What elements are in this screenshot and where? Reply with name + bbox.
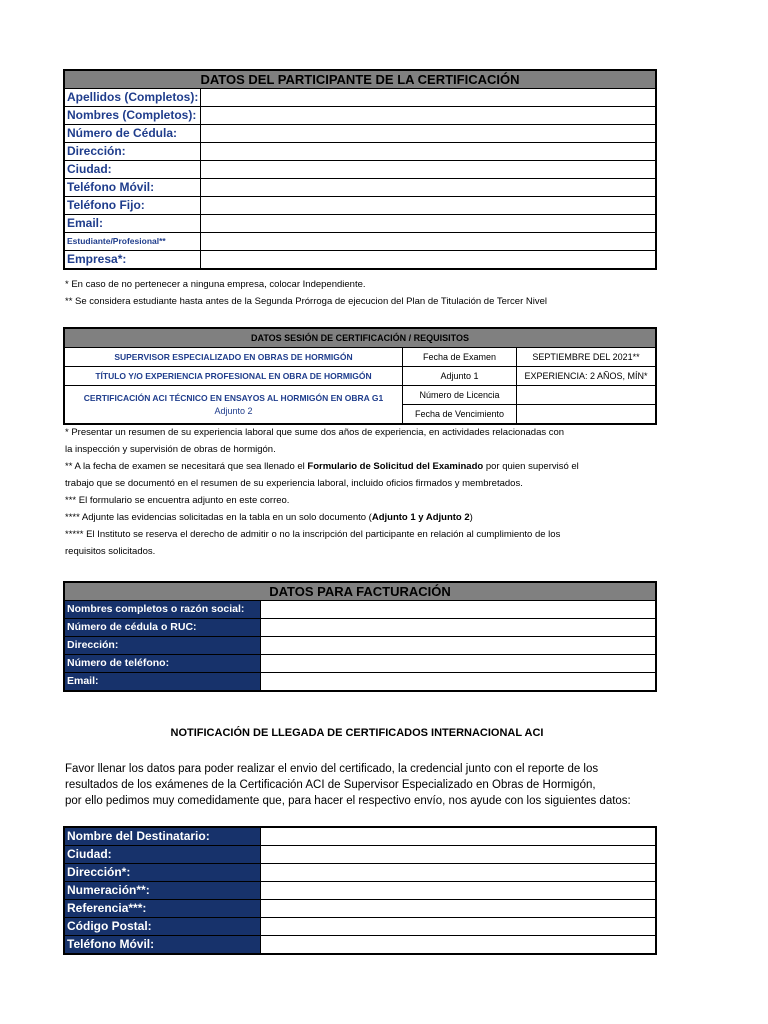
billing-table	[63, 581, 657, 692]
field-label: Apellidos (Completos):	[64, 89, 201, 107]
billing-email-input[interactable]	[261, 673, 657, 692]
field-label: Empresa*:	[64, 251, 201, 270]
postal-code-input[interactable]	[261, 918, 657, 936]
nombres-input[interactable]	[201, 107, 656, 125]
field-label: Nombres (Completos):	[64, 107, 201, 125]
billing-label: Nombres completos o razón social:	[64, 601, 261, 619]
shipping-label: Ciudad:	[64, 846, 261, 864]
ciudad-input[interactable]	[201, 161, 656, 179]
session-note: *** El formulario se encuentra adjunto en este correo.	[65, 495, 290, 506]
session-note: ***** El Instituto se reserva el derecho de admitir o no la inscripción del participante en relación al cumplimiento de los	[65, 529, 561, 540]
shipping-label: Código Postal:	[64, 918, 261, 936]
expiry-date-input[interactable]	[517, 405, 657, 425]
billing-label: Número de teléfono:	[64, 655, 261, 673]
requirement-3	[64, 386, 403, 425]
session-note-part: por quien supervisó el	[483, 461, 579, 472]
session-note-part: **** Adjunte las evidencias solicitadas en la tabla en un solo documento (	[65, 512, 372, 523]
shipping-city-input[interactable]	[261, 846, 657, 864]
shipping-label: Referencia***:	[64, 900, 261, 918]
shipping-label: Teléfono Móvil:	[64, 936, 261, 955]
session-note-part: ** A la fecha de examen se necesitará que sea llenado el	[65, 461, 308, 472]
license-number-input[interactable]	[517, 386, 657, 405]
attachments-emphasis: Adjunto 1 y Adjunto 2	[371, 512, 470, 523]
session-note-part: )	[469, 512, 473, 523]
experience-value: EXPERIENCIA: 2 AÑOS, MÍN*	[517, 367, 657, 386]
cedula-input[interactable]	[201, 125, 656, 143]
shipping-label: Dirección*:	[64, 864, 261, 882]
shipping-mobile-input[interactable]	[261, 936, 657, 955]
requirement-1: SUPERVISOR ESPECIALIZADO EN OBRAS DE HORMIGÓN	[64, 348, 403, 367]
participant-note-2: ** Se considera estudiante hasta antes de la Segunda Prórroga de ejecucion del Plan de Titulación de Tercer Nivel	[65, 296, 547, 307]
license-number-label: Número de Licencia	[403, 386, 517, 405]
session-table	[63, 327, 657, 425]
telefono-fijo-input[interactable]	[201, 197, 656, 215]
field-label: Dirección:	[64, 143, 201, 161]
participant-table	[63, 69, 657, 270]
empresa-input[interactable]	[201, 251, 656, 270]
session-note	[65, 509, 579, 526]
session-note: requisitos solicitados.	[65, 546, 156, 557]
shipping-table	[63, 826, 657, 955]
billing-label: Número de cédula o RUC:	[64, 619, 261, 637]
shipping-label: Numeración**:	[64, 882, 261, 900]
field-label: Número de Cédula:	[64, 125, 201, 143]
apellidos-input[interactable]	[201, 89, 656, 107]
session-note: la inspección y supervisión de obras de hormigón.	[65, 444, 276, 455]
shipping-reference-input[interactable]	[261, 900, 657, 918]
email-input[interactable]	[201, 215, 656, 233]
billing-label: Dirección:	[64, 637, 261, 655]
shipping-label: Nombre del Destinatario:	[64, 827, 261, 846]
session-note: * Presentar un resumen de su experiencia laboral que sume dos años de experiencia, en actividades relacionadas con	[65, 427, 565, 438]
billing-label: Email:	[64, 673, 261, 692]
form-name-emphasis: Formulario de Solicitud del Examinado	[307, 461, 484, 472]
participant-title: DATOS DEL PARTICIPANTE DE LA CERTIFICACIÓN	[64, 70, 656, 89]
notification-line: resultados de los exámenes de la Certificación ACI de Supervisor Especializado en Obras de Hormigón,	[65, 779, 596, 791]
billing-phone-input[interactable]	[261, 655, 657, 673]
session-title: DATOS SESIÓN DE CERTIFICACIÓN / REQUISITOS	[64, 328, 656, 348]
notification-line: Favor llenar los datos para poder realizar el envio del certificado, la credencial junto con el reporte de los	[65, 763, 599, 775]
notification-title: NOTIFICACIÓN DE LLEGADA DE CERTIFICADOS INTERNACIONAL ACI	[170, 727, 544, 739]
attachment-2-label: Adjunto 2	[214, 405, 253, 416]
session-notes	[65, 424, 579, 560]
billing-ruc-input[interactable]	[261, 619, 657, 637]
recipient-name-input[interactable]	[261, 827, 657, 846]
direccion-input[interactable]	[201, 143, 656, 161]
field-label: Estudiante/Profesional**	[64, 233, 201, 251]
expiry-date-label: Fecha de Vencimiento	[403, 405, 517, 425]
shipping-address-input[interactable]	[261, 864, 657, 882]
requirement-2: TÍTULO Y/O EXPERIENCIA PROFESIONAL EN OBRA DE HORMIGÓN	[64, 367, 403, 386]
attachment-1-label: Adjunto 1	[403, 367, 517, 386]
session-note	[65, 458, 579, 475]
billing-name-input[interactable]	[261, 601, 657, 619]
session-note: trabajo que se documentó en el resumen de su experiencia laboral, incluido oficios firmados y membretados.	[65, 478, 523, 489]
field-label: Teléfono Fijo:	[64, 197, 201, 215]
estudiante-profesional-input[interactable]	[201, 233, 656, 251]
billing-address-input[interactable]	[261, 637, 657, 655]
participant-note-1: * En caso de no pertenecer a ninguna empresa, colocar Independiente.	[65, 279, 366, 290]
exam-date-value: SEPTIEMBRE DEL 2021**	[517, 348, 657, 367]
notification-paragraph	[65, 761, 631, 809]
billing-title: DATOS PARA FACTURACIÓN	[64, 582, 656, 601]
field-label: Ciudad:	[64, 161, 201, 179]
field-label: Email:	[64, 215, 201, 233]
field-label: Teléfono Móvil:	[64, 179, 201, 197]
exam-date-label: Fecha de Examen	[403, 348, 517, 367]
shipping-number-input[interactable]	[261, 882, 657, 900]
requirement-3-title: CERTIFICACIÓN ACI TÉCNICO EN ENSAYOS AL HORMIGÓN EN OBRA G1	[83, 392, 384, 403]
telefono-movil-input[interactable]	[201, 179, 656, 197]
notification-line: por ello pedimos muy comedidamente que, para hacer el respectivo envío, nos ayude con los siguientes datos:	[65, 795, 631, 807]
